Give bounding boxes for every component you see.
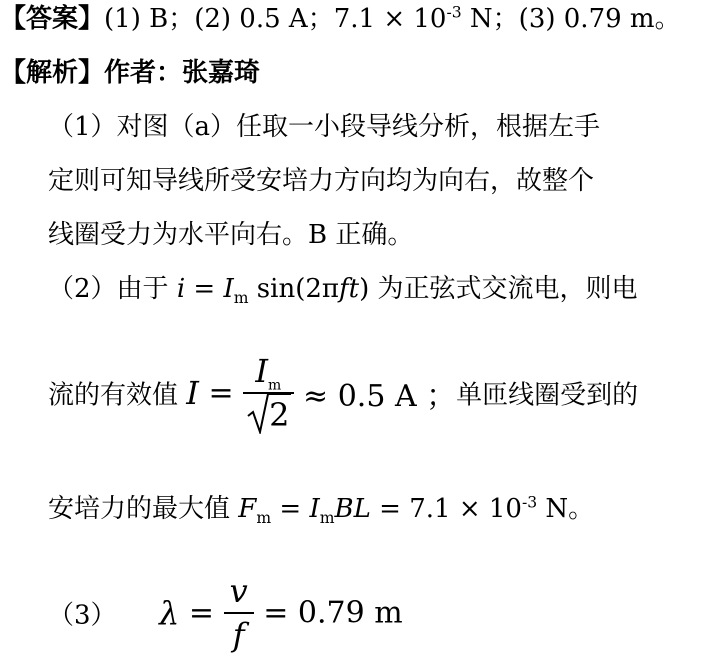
- close-paren: ): [359, 274, 370, 304]
- fraction-bar-2: [224, 612, 254, 614]
- line2-suffix: 单匝线圈受到的: [456, 380, 639, 411]
- answer-line: [0, 3, 681, 34]
- fraction-v-over-f: [224, 572, 254, 654]
- equals-sign-4: =: [179, 595, 224, 631]
- force-tail: N。: [537, 494, 595, 524]
- fraction-f: f: [232, 615, 245, 654]
- fraction-denominator: [243, 396, 293, 434]
- var-Im: I: [223, 274, 234, 304]
- answer-label: 【答案】: [0, 4, 105, 34]
- analysis-label: 【解析】: [0, 58, 105, 88]
- part2-line2: [48, 352, 638, 434]
- var-I: I: [186, 373, 199, 412]
- approx-value: ≈ 0.5 A ；: [293, 378, 457, 414]
- part3-line: [48, 572, 403, 654]
- equals-sign-2: =: [198, 375, 244, 411]
- numerator-I: I: [255, 352, 268, 390]
- wavelength-result: = 0.79 m: [253, 595, 403, 631]
- F-sub-m: m: [256, 509, 272, 528]
- part2-prefix: （2）由于: [48, 274, 177, 304]
- numerator-sub-m: m: [268, 377, 282, 394]
- equals-sign: =: [185, 274, 224, 304]
- answer-tail: N；(3) 0.79 m。: [461, 4, 681, 34]
- fraction-v: v: [229, 572, 248, 610]
- part2-line1: [48, 274, 638, 308]
- answer-exponent: -3: [446, 3, 462, 22]
- var-I3: I: [309, 494, 320, 524]
- author-label: 作者：: [104, 58, 183, 88]
- sqrt-symbol: [247, 396, 289, 434]
- fraction-numerator: [243, 352, 293, 394]
- var-BL: BL: [334, 494, 371, 524]
- line2-prefix: 流的有效值: [48, 380, 179, 411]
- force-exponent: -3: [521, 493, 538, 512]
- part1-line1: （1）对图（a）任取一小段导线分析，根据左手: [48, 112, 601, 142]
- var-lambda: λ: [159, 593, 180, 632]
- I3-sub-m: m: [319, 509, 335, 528]
- line3-prefix: 安培力的最大值: [48, 494, 239, 524]
- var-ft: ft: [339, 274, 360, 304]
- sub-m: m: [233, 289, 249, 308]
- var-i: i: [176, 274, 186, 304]
- author-name: 张嘉琦: [182, 58, 261, 88]
- var-F: F: [238, 494, 257, 524]
- analysis-line: [0, 60, 260, 86]
- sin-func: sin(2π: [248, 274, 339, 304]
- fraction-Im-over-sqrt2: [243, 352, 293, 434]
- sqrt-value: 2: [269, 395, 290, 434]
- part1-line3: 线圈受力为水平向右。B 正确。: [48, 220, 414, 250]
- part1-line2: 定则可知导线所受安培力方向均为向右，故整个: [48, 166, 595, 196]
- force-result: = 7.1 × 10: [370, 494, 522, 524]
- part2-suffix: 为正弦式交流电，则电: [369, 274, 638, 304]
- part2-line3: [48, 493, 595, 528]
- part3-label: （3）: [48, 600, 117, 631]
- answer-text: (1) B；(2) 0.5 A；7.1 × 10: [104, 4, 447, 34]
- radical-icon: [247, 390, 291, 434]
- equals-sign-3: =: [271, 494, 310, 524]
